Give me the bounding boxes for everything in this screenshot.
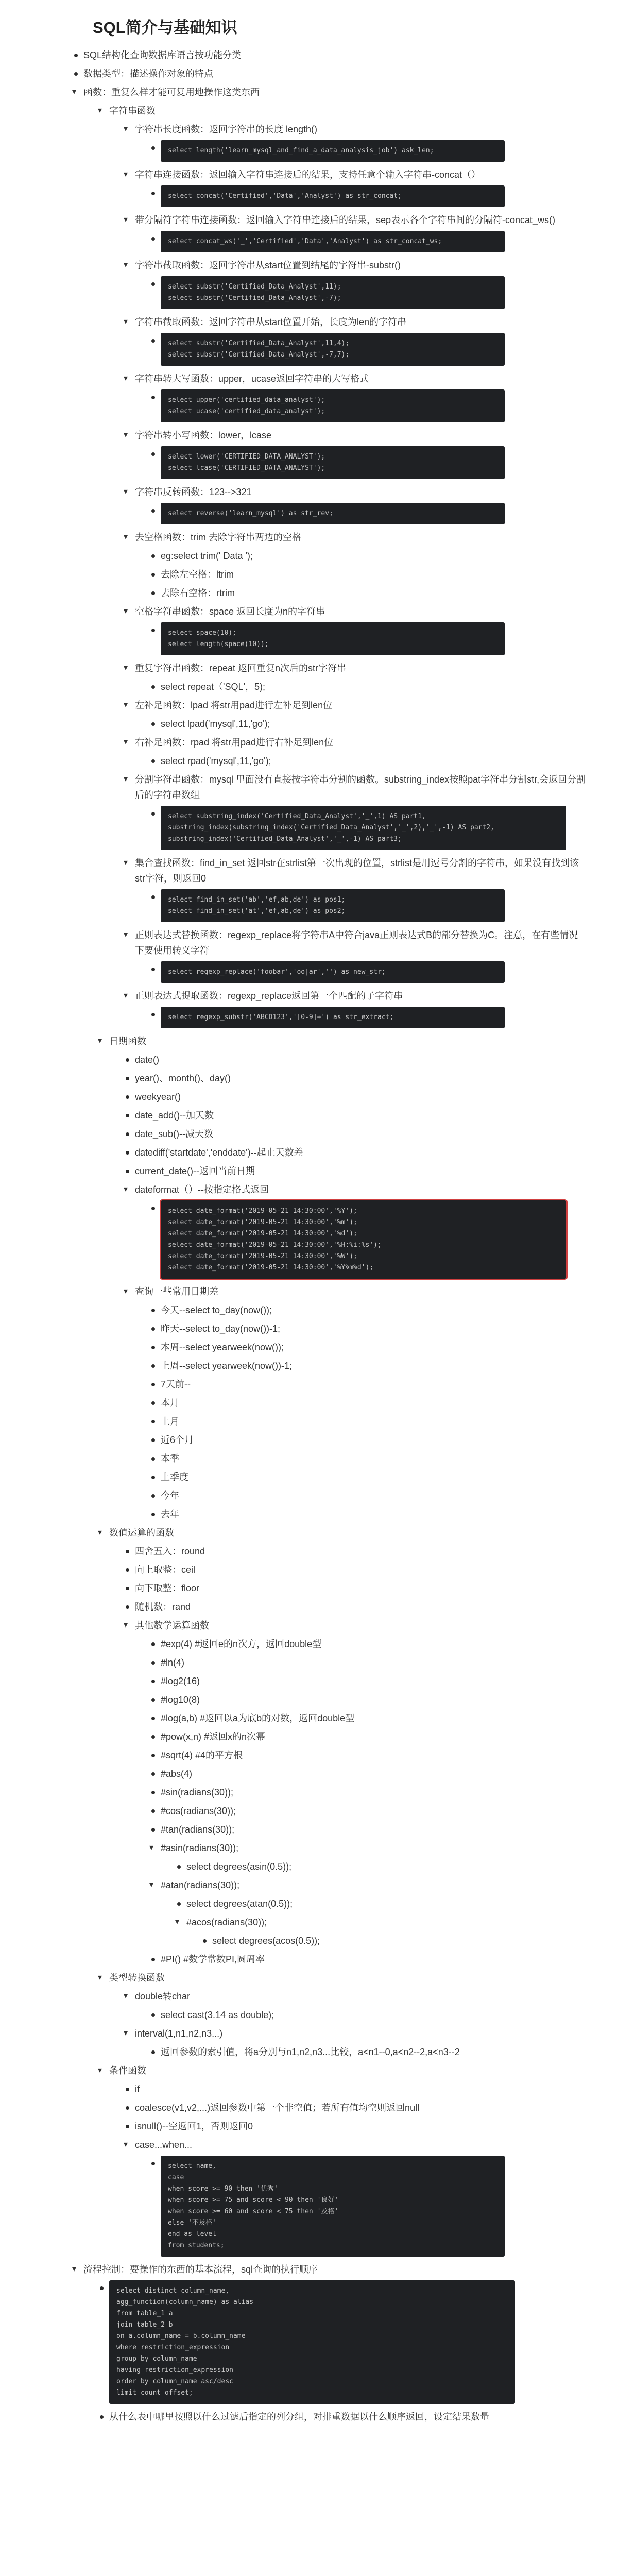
list-item: #PI() #数学常数PI,圆周率 xyxy=(149,1952,587,1967)
list-item xyxy=(149,333,587,366)
list-item: 随机数：rand xyxy=(124,1599,587,1615)
code-line: end as level xyxy=(168,2230,216,2238)
code-line: select find_in_set('at','ef,ab,de') as pos2; xyxy=(168,907,346,915)
list-item: #ln(4) xyxy=(149,1655,587,1670)
list-item[interactable]: ▾ #acos(radians(30)); select degrees(acos(0.5)); xyxy=(175,1914,587,1948)
list-item: #log10(8) xyxy=(149,1692,587,1707)
string-function-item[interactable]: ▾ 正则表达式替换函数：regexp_replace将字符串A中符合java正则表达式B的部分替换为C。注意，在有些情况下要使用转义字符 select regexp_replace('foobar','oo|ar','') as new_str; xyxy=(124,927,587,983)
code-line: select lcase('CERTIFIED_DATA_ANALYST'); xyxy=(168,464,325,472)
list-item: 7天前-- xyxy=(149,1377,587,1392)
code-line: select date_format('2019-05-21 14:30:00','%m'); xyxy=(168,1218,357,1226)
list-item xyxy=(149,140,587,162)
list-item: 上周--select yearweek(now())-1; xyxy=(149,1358,587,1374)
code-line: group by column_name xyxy=(116,2355,197,2363)
list-item: 去年 xyxy=(149,1506,587,1522)
list-item[interactable]: ▾ dateformat（）--按指定格式返回 select date_format('2019-05-21 14:30:00','%Y'); select date_format('2019-05-21 14:30:00','%m'); select date_format('2019-05-21 14:30:00','%d'); select date_format('2019-05-21 14:30:00','%H:%i:%s'); select date_format('2019-05-21 14:30:00','%W'); select date_format('2019-05-21 14:30:00','%Y%m%d'); xyxy=(124,1182,587,1279)
code-line: select substr('Certified_Data_Analyst',-7); xyxy=(168,294,341,302)
code-line: select length('learn_mysql_and_find_a_data_analysis_job') ask_len; xyxy=(168,147,434,155)
list-item: select rpad('mysql',11,'go'); xyxy=(149,753,587,769)
list-item xyxy=(149,961,587,983)
code-block xyxy=(161,889,505,922)
code-line: select date_format('2019-05-21 14:30:00','%Y'); xyxy=(168,1207,357,1215)
code-line: select date_format('2019-05-21 14:30:00','%Y%m%d'); xyxy=(168,1264,374,1272)
string-function-item[interactable]: ▾ 正则表达式提取函数：regexp_replace返回第一个匹配的子字符串 select regexp_substr('ABCD123','[0-9]+') as str_extract; xyxy=(124,988,587,1028)
list-item: 去除右空格：rtrim xyxy=(149,585,587,601)
string-function-item[interactable]: ▾ 带分隔符字符串连接函数：返回输入字符串连接后的结果，sep表示各个字符串间的分隔符-concat_ws() select concat_ws('_','Certified','Data','Analyst') as str_concat_ws; xyxy=(124,212,587,252)
list-item: datediff('startdate','enddate')--起止天数差 xyxy=(124,1145,587,1160)
list-item[interactable]: ▾ interval(1,n1,n2,n3...) 返回参数的索引值，将a分别与n1,n2,n3...比较，a<n1--0,a<n2--2,a<n3--2 xyxy=(124,2026,587,2060)
list-item xyxy=(149,1200,587,1279)
list-item: 昨天--select to_day(now())-1; xyxy=(149,1321,587,1336)
code-line: select substr('Certified_Data_Analyst',11); xyxy=(168,283,341,291)
list-item: date_sub()--减天数 xyxy=(124,1126,587,1142)
list-item: 近6个月 xyxy=(149,1432,587,1448)
list-item[interactable]: ▾ case...when... select name, case when score >= 90 then '优秀' when score >= 75 and score < 90 then '良好' when score >= 60 and score < 75 then '及格' else '不及格' end as level from students; xyxy=(124,2137,587,2257)
list-item xyxy=(149,276,587,309)
code-line: when score >= 75 and score < 90 then '良好' xyxy=(168,2196,339,2204)
list-item[interactable]: ▾ 函数：重复么样才能可复用地操作这类东西 ▾ 字符串函数 ▾ 字符串长度函数：返回字符串的长度 length() select length('learn_mysql_and_find_a_data_analysis_job') ask_len; ▾ 字符串连接函数：返回输入字符串连接后的结果，支持任意个输入字符串-concat（） select concat('Certified','Data','Analyst') as str_concat; ▾ 带分隔符字符串连接函数：返回输入字符串连接后的结果，sep表示各个字符串间的分隔符-concat_ws() select concat_ws('_','Certified','Data','Analyst') as str_concat_ws; ▾ 字符串截取函数：返回字符串从start位置到结尾的字符串-substr() select substr('Certified_Data_Analyst',11); select substr('Certified_Data_Analyst',-7); ▾ 字符串截取函数：返回字符串从start位置开始，长度为len的字符串 select substr('Certified_Data_Analyst',11,4); select substr('Certified_Data_Analyst',-7,7); ▾ 字符串转大写函数：upper，ucase返回字符串的大写格式 select upper('certified_data_analyst'); select ucase('certified_data_analyst'); ▾ 字符串转小写函数：lower，lcase select lower('CERTIFIED_DATA_ANALYST'); select lcase('CERTIFIED_DATA_ANALYST'); ▾ 字符串反转函数：123-->321 select reverse('learn_mysql') as str_rev; ▾ 去空格函数：trim 去除字符串两边的空格 eg:select trim(' Data '); 去除左空格：ltrim 去除右空格：rtrim ▾ 空格字符串函数：space 返回长度为n的字符串 select space(10); select length(space(10)); ▾ 重复字符串函数：repeat 返回重复n次后的str字符串 select repeat（'SQL'，5); ▾ 左补足函数：lpad 将str用pad进行左补足到len位 select lpad('mysql',11,'go'); ▾ 右补足函数：rpad 将str用pad进行右补足到len位 select rpad('mysql',11,'go'); ▾ 分割字符串函数：mysql 里面没有直接按字符串分割的函数。substring_index按照pat字符串分割str,会返回分割后的字符串数组 select substring_index('Certified_Data_Analyst','_',1) AS part1, substring_index(substring_index('Certified_Data_Analyst','_',2),'_',-1) AS part2, substring_index('Certified_Data_Analyst','_',-1) AS part3; ▾ 集合查找函数：find_in_set 返回str在strlist第一次出现的位置，strlist是用逗号分割的字符串，如果没有找到该str字符，则返回0 select find_in_set('ab','ef,ab,de') as pos1; select find_in_set('at','ef,ab,de') as pos2; ▾ 正则表达式替换函数：regexp_replace将字符串A中符合java正则表达式B的部分替换为C。注意，在有些情况下要使用转义字符 select regexp_replace('foobar','oo|ar','') as new_str; ▾ 正则表达式提取函数：regexp_replace返回第一个匹配的子字符串 select regexp_substr('ABCD123','[0-9]+') as str_extract; ▾ 日期函数 date() year()、month()、day() weekyear() date_add()--加天数 date_sub()--减天数 datediff('startdate','enddate')--起止天数差 current_date()--返回当前日期 ▾ dateformat（）--按指定格式返回 select date_format('2019-05-21 14:30:00','%Y'); select date_format('2019-05-21 14:30:00','%m'); select date_format('2019-05-21 14:30:00','%d'); select date_format('2019-05-21 14:30:00','%H:%i:%s'); select date_format('2019-05-21 14:30:00','%W'); select date_format('2019-05-21 14:30:00','%Y%m%d'); ▾ 查询一些常用日期差 今天--select to_day(now()); 昨天--select to_day(now())-1; 本周--select yearweek(now()); 上周--select yearweek(now())-1; 7天前-- 本月 上月 近6个月 本季 上季度 今年 去年 ▾ 数值运算的函数 四舍五入：round 向上取整：ceil 向下取整：floor 随机数：rand ▾ 其他数学运算函数 #exp(4) #返回e的n次方，返回double型 #ln(4) #log2(16) #log10(8) #log(a,b) #返回以a为底b的对数，返回double型 #pow(x,n) #返回x的n次幂 #sqrt(4) #4的平方根 #abs(4) #sin(radians(30)); #cos(radians(30)); #tan(radians(30)); ▾ #asin(radians(30)); select degrees(asin(0.5)); ▾ #atan(radians(30)); select degrees(atan(0.5)); ▾ #acos(radians(30)); select degrees(acos(0.5)); #PI() #数学常数PI,圆周率 ▾ 类型转换函数 ▾ double转char select cast(3.14 as double); ▾ interval(1,n1,n2,n3...) 返回参数的索引值，将a分别与n1,n2,n3...比较，a<n1--0,a<n2--2,a<n3--2 ▾ 条件函数 if coalesce(v1,v2,...)返回参数中第一个非空值；若所有值均空则返回null isnull()--空返回1，否则返回0 ▾ case...when... select name, case when score >= 90 then '优秀' when score >= 75 and score < 90 then '良好' when score >= 60 and score < 75 then '及格' else '不及格' end as level from students; xyxy=(72,84,587,2257)
code-line: join table_2 b xyxy=(116,2321,173,2329)
list-item: 本周--select yearweek(now()); xyxy=(149,1340,587,1355)
section-date-functions[interactable]: ▾ 日期函数 date() year()、month()、day() weekyear() date_add()--加天数 date_sub()--减天数 datediff('startdate','enddate')--起止天数差 current_date()--返回当前日期 ▾ dateformat（）--按指定格式返回 select date_format('2019-05-21 14:30:00','%Y'); select date_format('2019-05-21 14:30:00','%m'); select date_format('2019-05-21 14:30:00','%d'); select date_format('2019-05-21 14:30:00','%H:%i:%s'); select date_format('2019-05-21 14:30:00','%W'); select date_format('2019-05-21 14:30:00','%Y%m%d'); ▾ 查询一些常用日期差 今天--select to_day(now()); 昨天--select to_day(now())-1; 本周--select yearweek(now()); 上周--select yearweek(now())-1; 7天前-- 本月 上月 近6个月 本季 上季度 今年 去年 xyxy=(98,1033,587,1522)
string-function-item[interactable]: ▾ 字符串转小写函数：lower，lcase select lower('CERTIFIED_DATA_ANALYST'); select lcase('CERTIFIED_DATA_ANALYST'); xyxy=(124,428,587,479)
list-item xyxy=(149,231,587,252)
list-item[interactable]: ▾ 查询一些常用日期差 今天--select to_day(now()); 昨天--select to_day(now())-1; 本周--select yearweek(now()); 上周--select yearweek(now())-1; 7天前-- 本月 上月 近6个月 本季 上季度 今年 去年 xyxy=(124,1284,587,1522)
code-block xyxy=(161,503,505,524)
code-line: agg_function(column_name) as alias xyxy=(116,2298,254,2306)
string-function-item[interactable]: ▾ 重复字符串函数：repeat 返回重复n次后的str字符串 select repeat（'SQL'，5); xyxy=(124,660,587,694)
code-line: select substring_index('Certified_Data_Analyst','_',1) AS part1, xyxy=(168,812,426,820)
code-block xyxy=(161,185,505,207)
string-function-item[interactable]: ▾ 右补足函数：rpad 将str用pad进行右补足到len位 select rpad('mysql',11,'go'); xyxy=(124,735,587,769)
section-flow-control[interactable]: ▾ 流程控制：要操作的东西的基本流程，sql查询的执行顺序 select distinct column_name, agg_function(column_name) as alias from table_1 a join table_2 b on a.column_name = b.column_name where restriction_expression group by column_name having restriction_expression order by column_name asc/desc limit count offset; 从什么表中哪里按照以什么过滤后指定的列分组，对排重数据以什么顺序返回，设定结果数量 xyxy=(72,2262,587,2425)
code-block xyxy=(161,806,566,850)
code-block xyxy=(161,622,505,655)
code-line: when score >= 90 then '优秀' xyxy=(168,2185,278,2193)
list-item: #log2(16) xyxy=(149,1673,587,1689)
string-function-item[interactable]: ▾ 去空格函数：trim 去除字符串两边的空格 eg:select trim(' Data '); 去除左空格：ltrim 去除右空格：rtrim xyxy=(124,530,587,601)
code-line: select space(10); xyxy=(168,629,237,637)
code-block xyxy=(161,333,505,366)
code-line: select lower('CERTIFIED_DATA_ANALYST'); xyxy=(168,453,325,461)
list-item: 去除左空格：ltrim xyxy=(149,567,587,582)
list-item: 向下取整：floor xyxy=(124,1581,587,1596)
list-item: isnull()--空返回1，否则返回0 xyxy=(124,2119,587,2134)
string-function-item[interactable]: ▾ 字符串截取函数：返回字符串从start位置开始，长度为len的字符串 select substr('Certified_Data_Analyst',11,4); select substr('Certified_Data_Analyst',-7,7); xyxy=(124,314,587,366)
code-block xyxy=(161,1007,505,1028)
list-item: 从什么表中哪里按照以什么过滤后指定的列分组，对排重数据以什么顺序返回，设定结果数量 xyxy=(98,2409,587,2425)
code-line: where restriction_expression xyxy=(116,2344,230,2351)
code-line: select date_format('2019-05-21 14:30:00','%W'); xyxy=(168,1252,357,1260)
code-block xyxy=(161,140,505,162)
code-line: substring_index(substring_index('Certified_Data_Analyst','_',2),'_',-1) AS part2, xyxy=(168,824,494,832)
list-item xyxy=(149,889,587,922)
list-item: 上月 xyxy=(149,1414,587,1429)
list-item: select degrees(acos(0.5)); xyxy=(201,1933,587,1948)
section-type-convert[interactable]: ▾ 类型转换函数 ▾ double转char select cast(3.14 as double); ▾ interval(1,n1,n2,n3...) 返回参数的索引值，将a分别与n1,n2,n3...比较，a<n1--0,a<n2--2,a<n3--2 xyxy=(98,1970,587,2060)
list-item: 本月 xyxy=(149,1395,587,1411)
list-item: select cast(3.14 as double); xyxy=(149,2007,587,2023)
section-math-functions[interactable]: ▾ 数值运算的函数 四舍五入：round 向上取整：ceil 向下取整：floor 随机数：rand ▾ 其他数学运算函数 #exp(4) #返回e的n次方，返回double型 #ln(4) #log2(16) #log10(8) #log(a,b) #返回以a为底b的对数，返回double型 #pow(x,n) #返回x的n次幂 #sqrt(4) #4的平方根 #abs(4) #sin(radians(30)); #cos(radians(30)); #tan(radians(30)); ▾ #asin(radians(30)); select degrees(asin(0.5)); ▾ #atan(radians(30)); select degrees(atan(0.5)); ▾ #acos(radians(30)); select degrees(acos(0.5)); #PI() #数学常数PI,圆周率 xyxy=(98,1525,587,1967)
code-block xyxy=(161,276,505,309)
list-item: select degrees(asin(0.5)); xyxy=(175,1859,587,1874)
string-function-item[interactable]: ▾ 集合查找函数：find_in_set 返回str在strlist第一次出现的位置，strlist是用逗号分割的字符串，如果没有找到该str字符，则返回0 select find_in_set('ab','ef,ab,de') as pos1; select find_in_set('at','ef,ab,de') as pos2; xyxy=(124,855,587,922)
code-block xyxy=(161,446,505,479)
code-line: substring_index('Certified_Data_Analyst','_',-1) AS part3; xyxy=(168,835,402,843)
page-title: SQL简介与基础知识 xyxy=(93,19,237,37)
list-item: date() xyxy=(124,1052,587,1067)
code-line: select substr('Certified_Data_Analyst',11,4); xyxy=(168,340,350,347)
list-item: 今年 xyxy=(149,1488,587,1503)
code-line: select date_format('2019-05-21 14:30:00','%H:%i:%s'); xyxy=(168,1241,382,1249)
string-function-item[interactable]: ▾ 字符串反转函数：123-->321 select reverse('learn_mysql') as str_rev; xyxy=(124,484,587,524)
list-item[interactable]: ▾ #asin(radians(30)); select degrees(asin(0.5)); xyxy=(149,1840,587,1874)
code-block xyxy=(161,389,505,422)
list-item: current_date()--返回当前日期 xyxy=(124,1163,587,1179)
list-item: #exp(4) #返回e的n次方，返回double型 xyxy=(149,1636,587,1652)
list-item: 返回参数的索引值，将a分别与n1,n2,n3...比较，a<n1--0,a<n2--2,a<n3--2 xyxy=(149,2044,587,2060)
list-item: date_add()--加天数 xyxy=(124,1108,587,1123)
list-item: #pow(x,n) #返回x的n次幂 xyxy=(149,1729,587,1744)
list-item[interactable]: ▾ 其他数学运算函数 #exp(4) #返回e的n次方，返回double型 #ln(4) #log2(16) #log10(8) #log(a,b) #返回以a为底b的对数，返回double型 #pow(x,n) #返回x的n次幂 #sqrt(4) #4的平方根 #abs(4) #sin(radians(30)); #cos(radians(30)); #tan(radians(30)); ▾ #asin(radians(30)); select degrees(asin(0.5)); ▾ #atan(radians(30)); select degrees(atan(0.5)); ▾ #acos(radians(30)); select degrees(acos(0.5)); #PI() #数学常数PI,圆周率 xyxy=(124,1618,587,1967)
section-string-functions[interactable]: ▾ 字符串函数 ▾ 字符串长度函数：返回字符串的长度 length() select length('learn_mysql_and_find_a_data_analysis_job') ask_len; ▾ 字符串连接函数：返回输入字符串连接后的结果，支持任意个输入字符串-concat（） select concat('Certified','Data','Analyst') as str_concat; ▾ 带分隔符字符串连接函数：返回输入字符串连接后的结果，sep表示各个字符串间的分隔符-concat_ws() select concat_ws('_','Certified','Data','Analyst') as str_concat_ws; ▾ 字符串截取函数：返回字符串从start位置到结尾的字符串-substr() select substr('Certified_Data_Analyst',11); select substr('Certified_Data_Analyst',-7); ▾ 字符串截取函数：返回字符串从start位置开始，长度为len的字符串 select substr('Certified_Data_Analyst',11,4); select substr('Certified_Data_Analyst',-7,7); ▾ 字符串转大写函数：upper，ucase返回字符串的大写格式 select upper('certified_data_analyst'); select ucase('certified_data_analyst'); ▾ 字符串转小写函数：lower，lcase select lower('CERTIFIED_DATA_ANALYST'); select lcase('CERTIFIED_DATA_ANALYST'); ▾ 字符串反转函数：123-->321 select reverse('learn_mysql') as str_rev; ▾ 去空格函数：trim 去除字符串两边的空格 eg:select trim(' Data '); 去除左空格：ltrim 去除右空格：rtrim ▾ 空格字符串函数：space 返回长度为n的字符串 select space(10); select length(space(10)); ▾ 重复字符串函数：repeat 返回重复n次后的str字符串 select repeat（'SQL'，5); ▾ 左补足函数：lpad 将str用pad进行左补足到len位 select lpad('mysql',11,'go'); ▾ 右补足函数：rpad 将str用pad进行右补足到len位 select rpad('mysql',11,'go'); ▾ 分割字符串函数：mysql 里面没有直接按字符串分割的函数。substring_index按照pat字符串分割str,会返回分割后的字符串数组 select substring_index('Certified_Data_Analyst','_',1) AS part1, substring_index(substring_index('Certified_Data_Analyst','_',2),'_',-1) AS part2, substring_index('Certified_Data_Analyst','_',-1) AS part3; ▾ 集合查找函数：find_in_set 返回str在strlist第一次出现的位置，strlist是用逗号分割的字符串，如果没有找到该str字符，则返回0 select find_in_set('ab','ef,ab,de') as pos1; select find_in_set('at','ef,ab,de') as pos2; ▾ 正则表达式替换函数：regexp_replace将字符串A中符合java正则表达式B的部分替换为C。注意，在有些情况下要使用转义字符 select regexp_replace('foobar','oo|ar','') as new_str; ▾ 正则表达式提取函数：regexp_replace返回第一个匹配的子字符串 select regexp_substr('ABCD123','[0-9]+') as str_extract; xyxy=(98,103,587,1028)
code-line: from table_1 a xyxy=(116,2310,173,2317)
list-item: if xyxy=(124,2081,587,2097)
list-item: 向上取整：ceil xyxy=(124,1562,587,1578)
code-line: select name, xyxy=(168,2162,216,2170)
string-function-item[interactable]: ▾ 空格字符串函数：space 返回长度为n的字符串 select space(10); select length(space(10)); xyxy=(124,604,587,655)
list-item xyxy=(149,806,587,850)
string-function-item[interactable]: ▾ 字符串截取函数：返回字符串从start位置到结尾的字符串-substr() select substr('Certified_Data_Analyst',11); select substr('Certified_Data_Analyst',-7); xyxy=(124,258,587,309)
list-item[interactable]: ▾ double转char select cast(3.14 as double); xyxy=(124,1989,587,2023)
list-item xyxy=(149,622,587,655)
list-item: SQL结构化查询数据库语言按功能分类 xyxy=(72,47,587,63)
code-line: case xyxy=(168,2174,184,2181)
list-item xyxy=(149,1007,587,1028)
code-block xyxy=(161,2156,505,2257)
list-item: 今天--select to_day(now()); xyxy=(149,1302,587,1318)
list-item: 四舍五入：round xyxy=(124,1544,587,1559)
code-line: on a.column_name = b.column_name xyxy=(116,2332,246,2340)
code-line: select regexp_replace('foobar','oo|ar','') as new_str; xyxy=(168,968,386,976)
list-item: #log(a,b) #返回以a为底b的对数，返回double型 xyxy=(149,1710,587,1726)
code-line: when score >= 60 and score < 75 then '及格' xyxy=(168,2208,339,2215)
list-item: #cos(radians(30)); xyxy=(149,1803,587,1819)
code-line: select find_in_set('ab','ef,ab,de') as pos1; xyxy=(168,896,346,904)
list-item: year()、month()、day() xyxy=(124,1071,587,1086)
list-item: 上季度 xyxy=(149,1469,587,1485)
string-function-item[interactable]: ▾ 字符串转大写函数：upper，ucase返回字符串的大写格式 select upper('certified_data_analyst'); select ucase('certified_data_analyst'); xyxy=(124,371,587,422)
string-function-item[interactable]: ▾ 左补足函数：lpad 将str用pad进行左补足到len位 select lpad('mysql',11,'go'); xyxy=(124,698,587,732)
code-line: select ucase('certified_data_analyst'); xyxy=(168,408,325,415)
code-line: select date_format('2019-05-21 14:30:00','%d'); xyxy=(168,1230,357,1238)
list-item: select repeat（'SQL'，5); xyxy=(149,679,587,694)
code-line: select regexp_substr('ABCD123','[0-9]+') as str_extract; xyxy=(168,1013,394,1021)
section-condition-functions[interactable]: ▾ 条件函数 if coalesce(v1,v2,...)返回参数中第一个非空值；若所有值均空则返回null isnull()--空返回1，否则返回0 ▾ case...when... select name, case when score >= 90 then '优秀' when score >= 75 and score < 90 then '良好' when score >= 60 and score < 75 then '及格' else '不及格' end as level from students; xyxy=(98,2063,587,2257)
code-line: select concat('Certified','Data','Analyst') as str_concat; xyxy=(168,192,402,200)
list-item: #abs(4) xyxy=(149,1766,587,1782)
list-item: 数据类型：描述操作对象的特点 xyxy=(72,66,587,81)
code-block xyxy=(161,961,505,983)
code-line: select substr('Certified_Data_Analyst',-7,7); xyxy=(168,351,350,359)
code-line: select reverse('learn_mysql') as str_rev; xyxy=(168,510,333,517)
string-function-item[interactable]: ▾ 字符串长度函数：返回字符串的长度 length() select length('learn_mysql_and_find_a_data_analysis_job') ask_len; xyxy=(124,122,587,162)
code-line: else '不及格' xyxy=(168,2219,216,2227)
code-line: select distinct column_name, xyxy=(116,2287,230,2295)
list-item xyxy=(149,389,587,422)
list-item: select degrees(atan(0.5)); xyxy=(175,1896,587,1911)
code-line: from students; xyxy=(168,2242,225,2249)
string-function-item[interactable]: ▾ 分割字符串函数：mysql 里面没有直接按字符串分割的函数。substring_index按照pat字符串分割str,会返回分割后的字符串数组 select substring_index('Certified_Data_Analyst','_',1) AS part1, substring_index(substring_index('Certified_Data_Analyst','_',2),'_',-1) AS part2, substring_index('Certified_Data_Analyst','_',-1) AS part3; xyxy=(124,772,587,850)
list-item xyxy=(149,503,587,524)
outline-tree xyxy=(72,44,587,2428)
list-item: coalesce(v1,v2,...)返回参数中第一个非空值；若所有值均空则返回null xyxy=(124,2100,587,2115)
code-line: select length(space(10)); xyxy=(168,640,269,648)
list-item: weekyear() xyxy=(124,1089,587,1105)
code-line: select concat_ws('_','Certified','Data','Analyst') as str_concat_ws; xyxy=(168,238,442,245)
list-item xyxy=(149,2156,587,2257)
list-item: select lpad('mysql',11,'go'); xyxy=(149,716,587,732)
code-line: order by column_name asc/desc xyxy=(116,2378,233,2385)
code-block xyxy=(109,2280,515,2404)
list-item: #sqrt(4) #4的平方根 xyxy=(149,1748,587,1763)
code-line: limit count offset; xyxy=(116,2389,193,2397)
string-function-item[interactable]: ▾ 字符串连接函数：返回输入字符串连接后的结果，支持任意个输入字符串-concat（） select concat('Certified','Data','Analyst') as str_concat; xyxy=(124,167,587,207)
code-block xyxy=(161,231,505,252)
list-item: eg:select trim(' Data '); xyxy=(149,548,587,564)
list-item: 本季 xyxy=(149,1451,587,1466)
list-item[interactable]: ▾ #atan(radians(30)); select degrees(atan(0.5)); ▾ #acos(radians(30)); select degrees(acos(0.5)); xyxy=(149,1877,587,1948)
list-item xyxy=(149,185,587,207)
list-item: #tan(radians(30)); xyxy=(149,1822,587,1837)
code-block xyxy=(161,1200,566,1279)
list-item: #sin(radians(30)); xyxy=(149,1785,587,1800)
list-item xyxy=(149,446,587,479)
list-item xyxy=(98,2280,587,2404)
code-line: select upper('certified_data_analyst'); xyxy=(168,396,325,404)
code-line: having restriction_expression xyxy=(116,2366,233,2374)
